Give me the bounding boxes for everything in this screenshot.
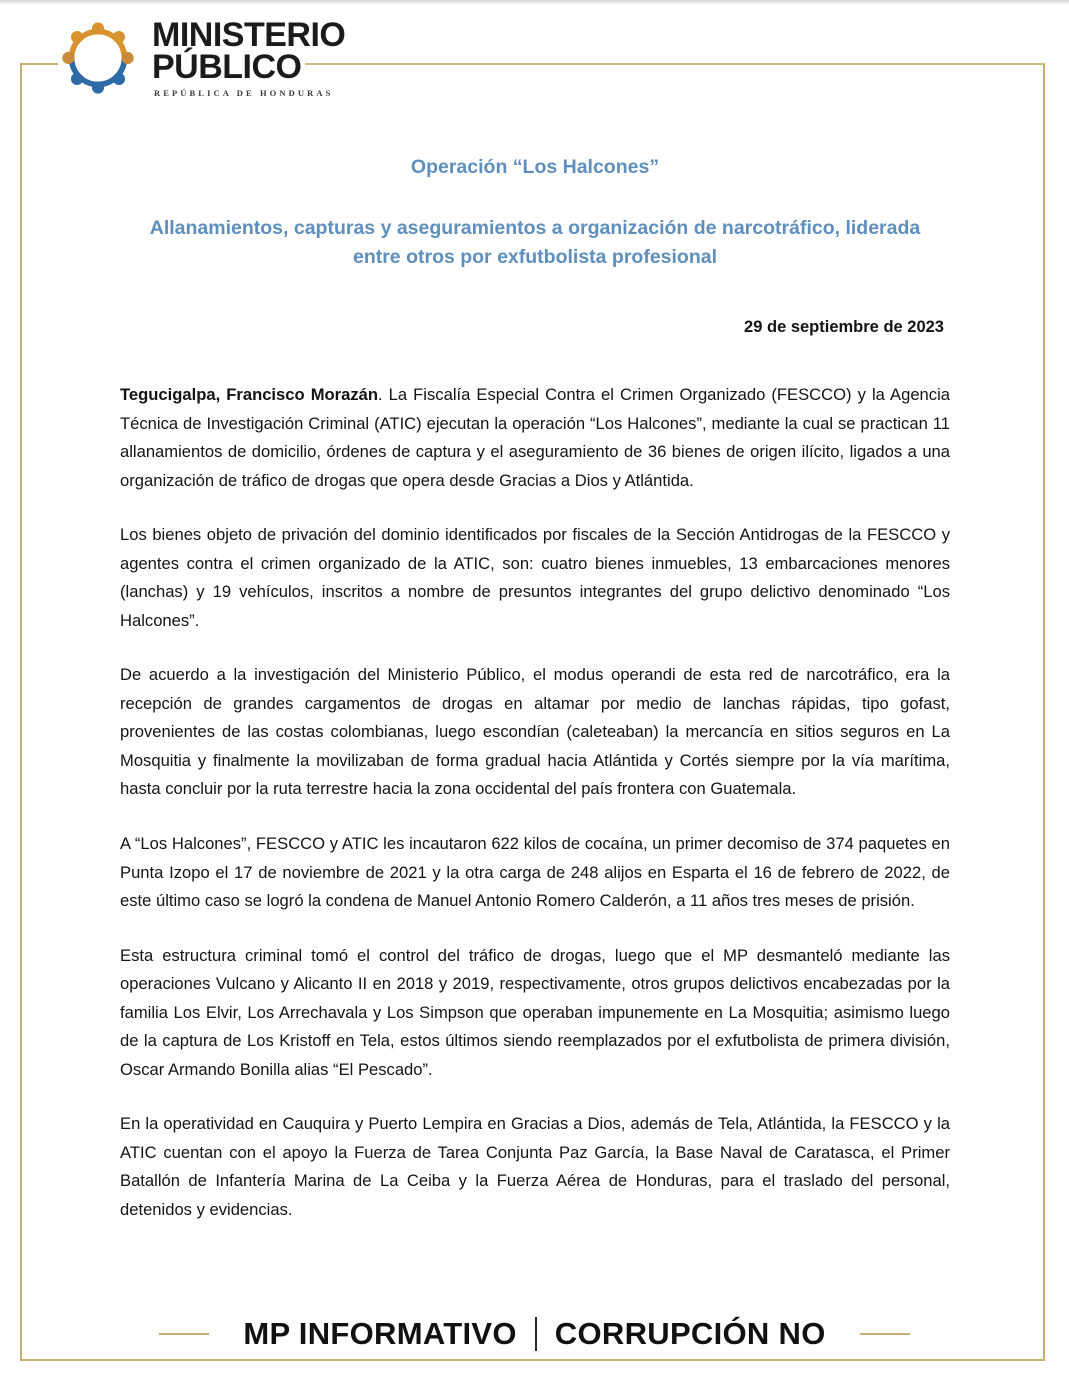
footer-rule-left [159,1333,209,1335]
masthead [58,18,345,98]
publication-date: 29 de septiembre de 2023 [744,318,944,337]
paragraph-2: Los bienes objeto de privación del dominio identificados por fiscales de la Sección Antidrogas de la FESCCO y agentes contra el crimen organizado de la ATIC, son: cuatro bienes inmuebles, 13 embarcaciones menores (lanchas) y 19 vehículos, inscritos a nombre de presuntos integrantes del grupo delictivo denominado “Los Halcones”. [120,525,950,630]
paragraph-1-text: . La Fiscalía Especial Contra el Crimen Organizado (FESCCO) y la Agencia Técnica de Investigación Criminal (ATIC) ejecutan la operación “Los Halcones”, mediante la cual se practican 11 allanamientos de domicilio, órdenes de captura y el aseguramiento de 36 bienes de origen ilícito, ligados a una organización de tráfico de drogas que opera desde Gracias a Dios y Atlántida. [120,385,950,490]
frame-rule-top-left [20,63,58,65]
paragraph-6: En la operatividad en Cauquira y Puerto Lempira en Gracias a Dios, además de Tela, Atlántida, la FESCCO y la ATIC cuentan con el apoyo la Fuerza de Tarea Conjunta Paz García, la Base Naval de Caratasca, el Primer Batallón de Infantería Marina de La Ceiba y la Fuerza Aérea de Honduras, para el traslado del personal, detenidos y evidencias. [120,1114,950,1219]
frame-rule-left [20,63,22,1361]
institution-wordmark [152,18,345,98]
people-circle-logo-icon [58,18,138,98]
footer-divider-icon [535,1317,537,1351]
paragraph-3: De acuerdo a la investigación del Ministerio Público, el modus operandi de esta red de narcotráfico, era la recepción de grandes cargamentos de drogas en altamar por medio de lanchas rápidas, tipo gofast, provenientes de las costas colombianas, luego escondían (caleteaban) la mercancía en sitios seguros en La Mosquitia y finalmente la movilizaban de forma gradual hacia Atlántida y Cortés siempre por la vía marítima, hasta concluir por la ruta terrestre hacia la zona occidental del país frontera con Guatemala. [120,665,950,799]
document-footer [0,1316,1069,1352]
paragraph-1 [120,381,950,495]
frame-rule-bottom [20,1359,1045,1361]
footer-label-corrupcion-no: CORRUPCIÓN NO [554,1316,826,1351]
frame-rule-right [1043,63,1045,1361]
footer-rule-right [860,1333,910,1335]
wordmark-line-publico: PÚBLICO [152,47,302,86]
wordmark-subtitle: REPÚBLICA DE HONDURAS [154,87,334,98]
operation-title: Operación “Los Halcones” [410,156,660,178]
footer-label-mp-informativo: MP INFORMATIVO [243,1316,517,1351]
document-body [120,155,950,1224]
wordmark-line-ministerio: MINISTERIO [152,16,346,55]
footer-slogan [243,1316,825,1352]
paragraph-5: Esta estructura criminal tomó el control del tráfico de drogas, luego que el MP desmanteló mediante las operaciones Vulcano y Alicanto II en 2018 y 2019, respectivamente, otros grupos delictivos encabezadas por la familia Los Elvir, Los Arrechavala y Los Simpson que operaban impunemente en La Mosquitia; asimismo luego de la captura de Los Kristoff en Tela, estos últimos siendo reemplazados por el exfutbolista de primera división, Oscar Armando Bonilla alias “El Pescado”. [120,945,950,1079]
frame-rule-top-right [305,63,1045,65]
scan-edge-artifact [0,0,1069,5]
paragraph-4: A “Los Halcones”, FESCCO y ATIC les incautaron 622 kilos de cocaína, un primer decomiso de 374 paquetes en Punta Izopo el 17 de noviembre de 2021 y la otra carga de 248 alijos en Esparta el 16 de febrero de 2022, de este último caso se logró la condena de Manuel Antonio Romero Calderón, a 11 años tres meses de prisión. [120,833,950,911]
dateline-location: Tegucigalpa, Francisco Morazán [120,385,378,405]
headline-subtitle: Allanamientos, capturas y aseguramientos a organización de narcotráfico, liderada entre otros por exfutbolista profesional [149,217,921,269]
